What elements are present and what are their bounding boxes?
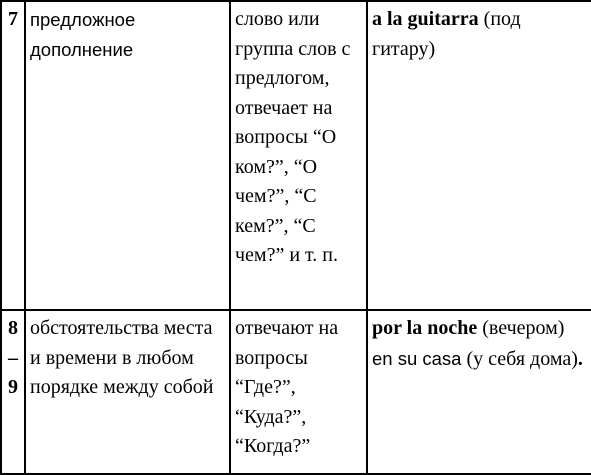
example-cell [367, 310, 591, 474]
example-cell [367, 1, 591, 310]
term-cell: обстоятельства места и времени в любом порядке между собой [25, 310, 230, 474]
example-translation: (под гитару) [372, 8, 521, 60]
term-cell: предложное дополнение [25, 1, 230, 310]
table-row [1, 1, 591, 310]
example-period: . [577, 347, 583, 370]
table-row [1, 310, 591, 474]
example-phrase: en su casa [372, 347, 462, 369]
example-bold: a la guitarra [372, 8, 479, 30]
example-translation: (вечером) [477, 317, 565, 339]
description-cell: отвечают на вопросы “Где?”, “Куда?”, “Когда?” [230, 310, 367, 474]
example-translation: (у себя дома) [461, 347, 578, 370]
example-bold: por la noche [372, 317, 478, 339]
row-number: 7 [1, 1, 25, 310]
row-number: 8 – 9 [1, 310, 25, 474]
description-cell: слово или группа слов с предлогом, отвечает на вопросы “О ком?”, “О чем?”, “С кем?”, “С чем?” и т. п. [230, 1, 367, 310]
